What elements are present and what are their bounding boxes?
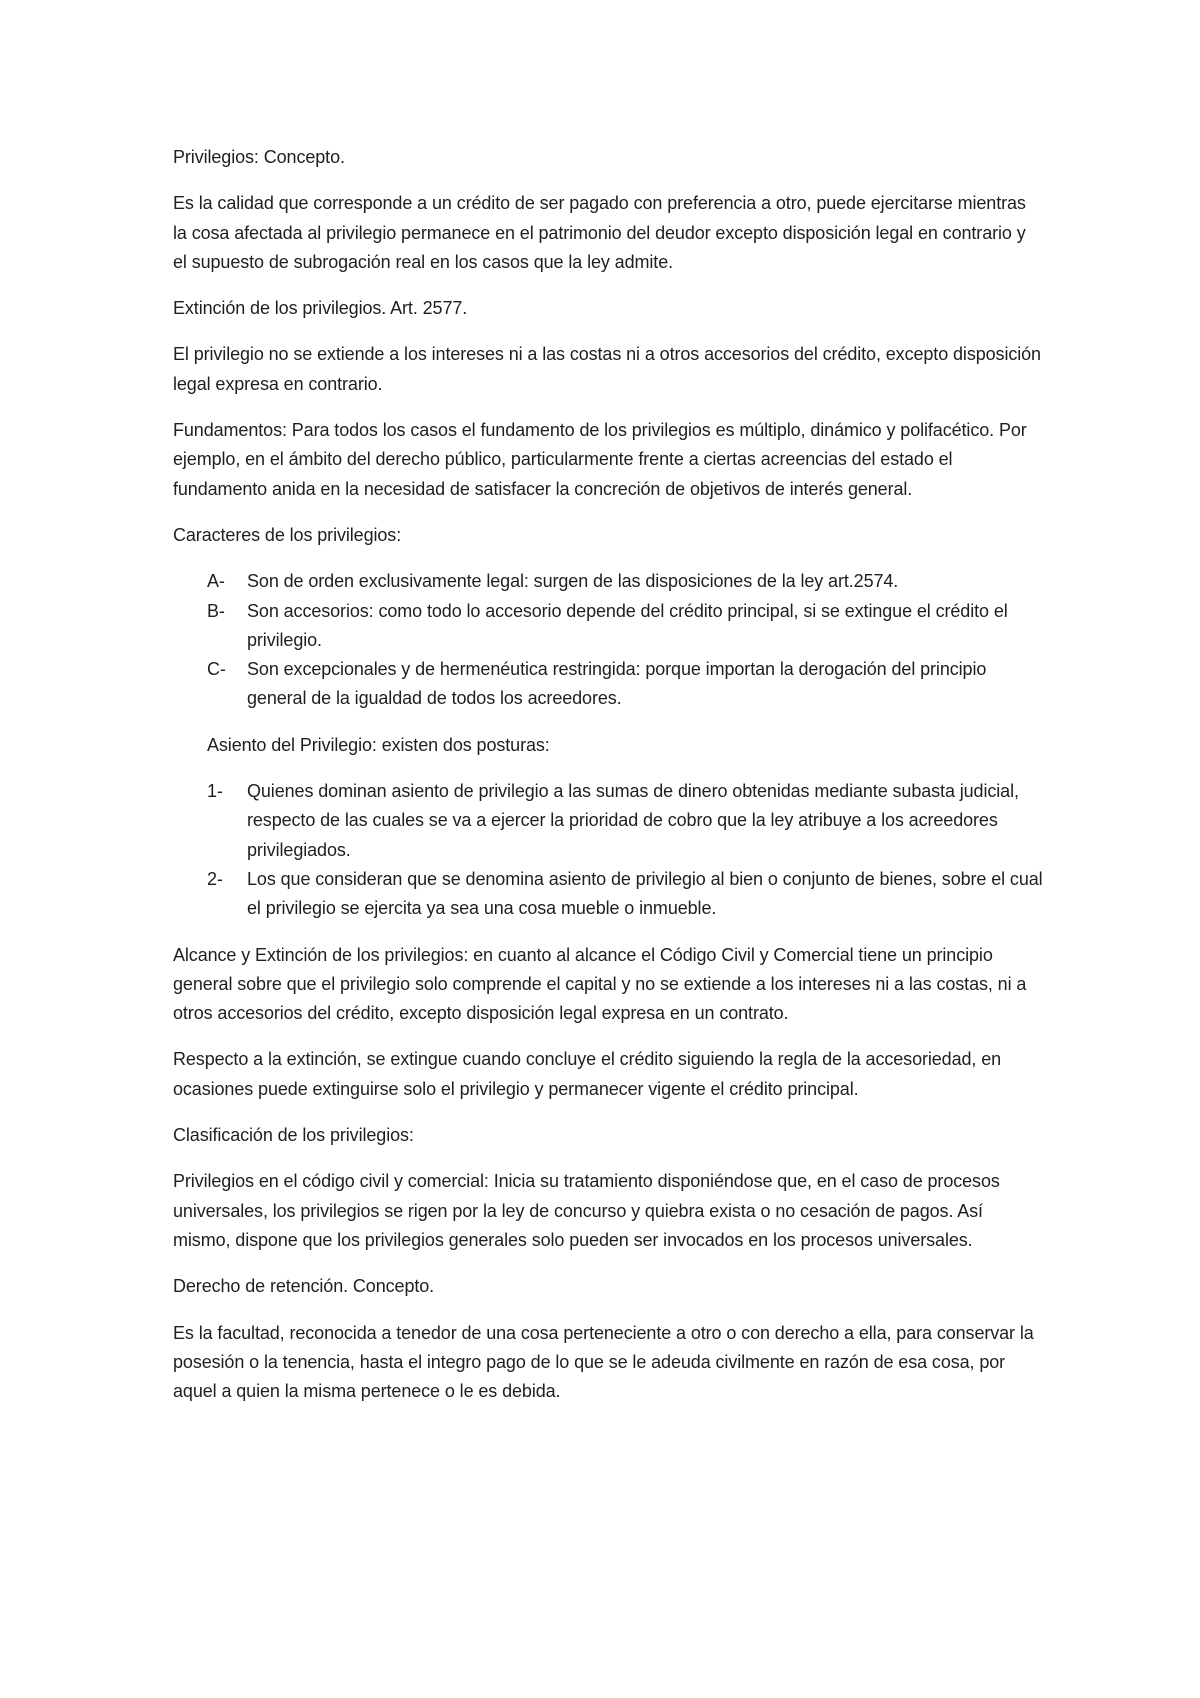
heading-concepto: Privilegios: Concepto. <box>173 147 345 167</box>
list-item <box>173 567 1043 596</box>
heading-clasificacion: Clasificación de los privilegios: <box>173 1125 414 1146</box>
list-marker: 1- <box>207 781 223 802</box>
list-marker: C- <box>207 659 226 680</box>
list-item <box>173 777 1043 865</box>
paragraph-fundamentos: Fundamentos: Para todos los casos el fundamento de los privilegios es múltiplo, dinámico y polifacético. Por ejemplo, en el ámbito del derecho público, particularmente frente a ciertas acreencias del estado el fundamento anida en la necesidad de satisfacer la concreción de objetivos de interés general. <box>173 420 1027 499</box>
paragraph-concepto: Es la calidad que corresponde a un crédito de ser pagado con preferencia a otro, puede ejercitarse mientras la cosa afectada al privilegio permanece en el patrimonio del deudor excepto disposición legal en contrario y el supuesto de subrogación real en los casos que la ley admite. <box>173 193 1026 272</box>
paragraph-codigo: Privilegios en el código civil y comercial: Inicia su tratamiento disponiéndose que, en el caso de procesos universales, los privilegios se rigen por la ley de concurso y quiebra exista o no cesación de pagos. Así mismo, dispone que los privilegios generales solo pueden ser invocados en los procesos universales. <box>173 1171 1000 1250</box>
list-item-text: Los que consideran que se denomina asiento de privilegio al bien o conjunto de bienes, sobre el cual el privilegio se ejercita ya sea una cosa mueble o inmueble. <box>247 868 1043 919</box>
list-item-text: Son accesorios: como todo lo accesorio depende del crédito principal, si se extingue el crédito el privilegio. <box>247 600 1008 650</box>
list-item-text: Son excepcionales y de hermenéutica restringida: porque importan la derogación del principio general de la igualdad de todos los acreedores. <box>247 659 987 709</box>
list-posturas <box>173 777 1043 923</box>
heading-extincion: Extinción de los privilegios. Art. 2577. <box>173 298 468 319</box>
list-item <box>173 655 1043 714</box>
paragraph-respecto: Respecto a la extinción, se extingue cuando concluye el crédito siguiendo la regla de la accesoriedad, en ocasiones puede extinguirse solo el privilegio y permanecer vigente el crédito principal. <box>173 1049 1002 1099</box>
list-item <box>173 597 1043 656</box>
paragraph-retencion: Es la facultad, reconocida a tenedor de una cosa perteneciente a otro o con derecho a ella, para conservar la posesión o la tenencia, hasta el integro pago de lo que se le adeuda civilmente en razón de esa cosa, por aquel a quien la misma pertenece o le es debida. <box>173 1322 1034 1402</box>
list-item <box>173 865 1043 924</box>
list-item-text: Quienes dominan asiento de privilegio a las sumas de dinero obtenidas mediante subasta judicial, respecto de las cuales se va a ejercer la prioridad de cobro que la ley atribuye a los acreedores privilegiados. <box>247 781 1019 860</box>
heading-asiento: Asiento del Privilegio: existen dos posturas: <box>207 734 550 755</box>
heading-retencion: Derecho de retención. Concepto. <box>173 1276 435 1297</box>
list-item-text: Son de orden exclusivamente legal: surgen de las disposiciones de la ley art.2574. <box>247 571 899 592</box>
list-marker: B- <box>207 600 225 621</box>
list-marker: 2- <box>207 868 223 889</box>
list-caracteres <box>173 567 1043 713</box>
heading-caracteres: Caracteres de los privilegios: <box>173 524 402 545</box>
paragraph-alcance: Alcance y Extinción de los privilegios: en cuanto al alcance el Código Civil y Comercial tiene un principio general sobre que el privilegio solo comprende el capital y no se extiende a los intereses ni a las costas, ni a otros accesorios del crédito, excepto disposición legal expresa en un contrato. <box>173 944 1027 1024</box>
list-marker: A- <box>207 571 225 592</box>
document-page <box>173 143 1043 1423</box>
paragraph-extincion: El privilegio no se extiende a los intereses ni a las costas ni a otros accesorios del crédito, excepto disposición legal expresa en contrario. <box>173 344 1041 394</box>
